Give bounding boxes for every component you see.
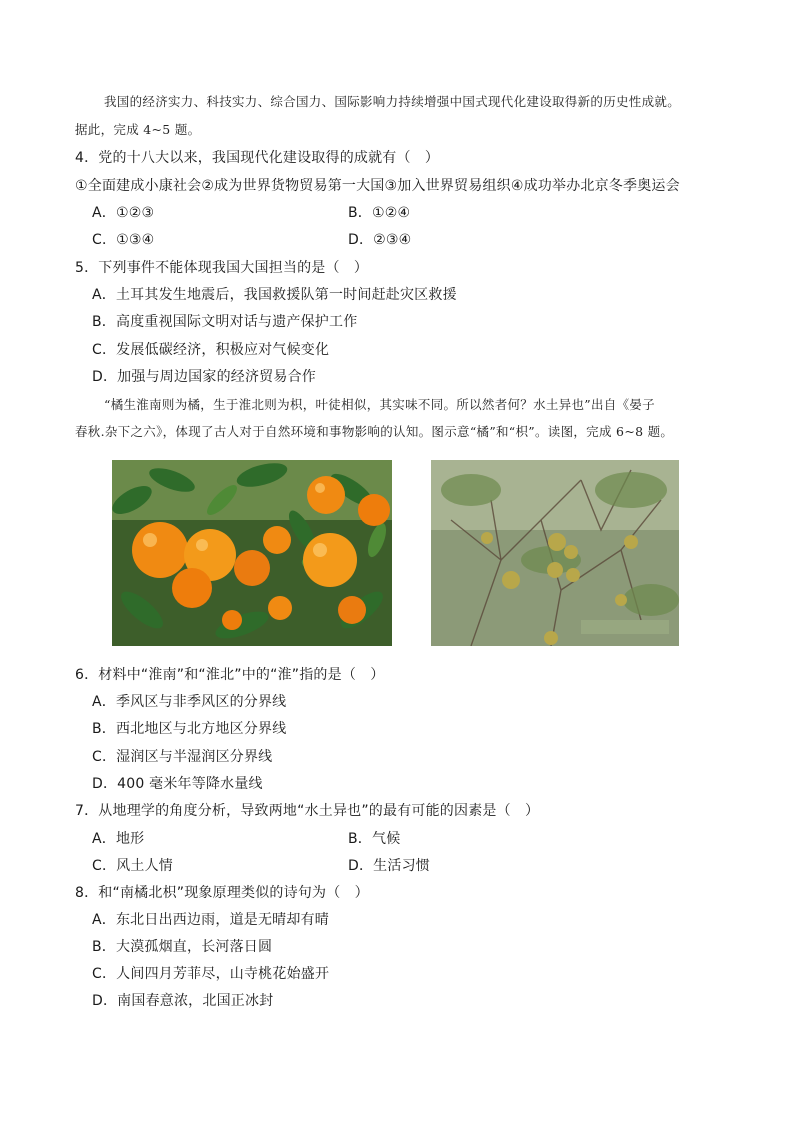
passage2-line2: 春秋.杂下之六》，体现了古人对于自然环境和事物影响的认知。图示意“橘”和“枳”。读图，完成 6~8 题。 [75,424,674,439]
question-8-option-b[interactable]: B．大漠孤烟直，长河落日圆 [92,939,273,955]
question-4-option-b[interactable]: B．①②④ [348,205,411,221]
question-7-option-a[interactable]: A．地形 [92,831,145,847]
question-7-option-c[interactable]: C．风土人情 [92,858,173,874]
question-8-option-d[interactable]: D．南国春意浓，北国正冰封 [92,993,274,1009]
question-4-statements: ①全面建成小康社会②成为世界货物贸易第一大国③加入世界贸易组织④成功举办北京冬季奥运会 [75,178,680,194]
question-8-option-a[interactable]: A．东北日出西边雨，道是无晴却有晴 [92,912,329,928]
question-5-option-b[interactable]: B．高度重视国际文明对话与遗产保护工作 [92,314,358,330]
question-8-stem: 8．和“南橘北枳”现象原理类似的诗句为（ ） [75,885,369,901]
passage1-line1: 我国的经济实力、科技实力、综合国力、国际影响力持续增强中国式现代化建设取得新的历史性成就。 [104,94,681,109]
question-4-option-d[interactable]: D．②③④ [348,232,412,248]
question-5-option-c[interactable]: C．发展低碳经济，积极应对气候变化 [92,342,330,358]
question-5-option-a[interactable]: A．土耳其发生地震后，我国救援队第一时间赶赴灾区救援 [92,287,457,303]
passage2-line1: “橘生淮南则为橘，生于淮北则为枳，叶徒相似，其实味不同。所以然者何？水土异也”出自《晏子 [104,397,655,412]
question-6-option-a[interactable]: A．季风区与非季风区的分界线 [92,694,287,710]
question-6-option-d[interactable]: D．400 毫米年等降水量线 [92,776,263,792]
question-6-option-c[interactable]: C．湿润区与半湿润区分界线 [92,749,273,765]
question-6-option-b[interactable]: B．西北地区与北方地区分界线 [92,721,287,737]
orange-tree-image [112,460,392,646]
question-6-stem: 6．材料中“淮南”和“淮北”中的“淮”指的是（ ） [75,667,385,683]
question-7-option-b[interactable]: B．气候 [348,831,401,847]
trifoliate-orange-tree-photo [431,460,679,646]
question-7-stem: 7．从地理学的角度分析，导致两地“水土异也”的最有可能的因素是（ ） [75,803,540,819]
question-4-option-c[interactable]: C．①③④ [92,232,155,248]
question-4-option-a[interactable]: A．①②③ [92,205,155,221]
passage1-line2: 据此，完成 4~5 题。 [75,122,201,137]
question-8-option-c[interactable]: C．人间四月芳菲尽，山寺桃花始盛开 [92,966,330,982]
question-5-stem: 5．下列事件不能体现我国大国担当的是（ ） [75,260,369,276]
question-7-option-d[interactable]: D．生活习惯 [348,858,430,874]
question-4-stem: 4．党的十八大以来，我国现代化建设取得的成就有（ ） [75,150,440,166]
orange-tree-photo [112,460,392,646]
question-5-option-d[interactable]: D．加强与周边国家的经济贸易合作 [92,369,316,385]
trifoliate-orange-image [431,460,679,646]
